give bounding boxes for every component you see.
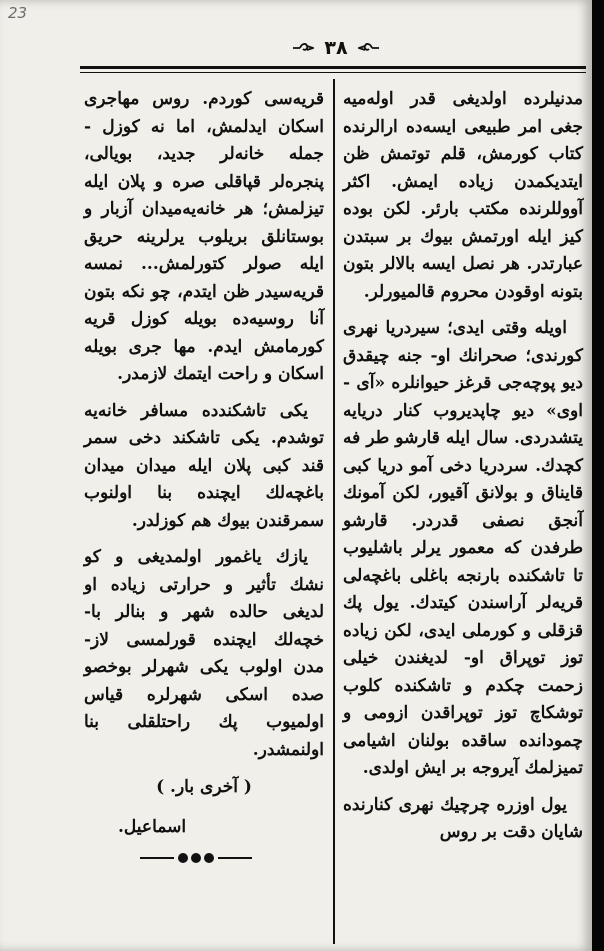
paragraph: اویله وقتی ایدی؛ سیردریا نهری کورندی؛ صحرانك او- جنه چیقدق دیو پوچەجی قرغز حیوانلره «آی - اوی» دیو چاپدیروب کنار دریایه یتشدردی. سال ایله قارشو طر فه کچدك. سردریا دخی آمو دریا کبی قایناق و بولانق آقیور، لکن آمونك آنجق نصفی قدردر. قارشو طرفدن که معمور یرلر باشلیوب تا تاشکنده بارنجه باغلی باغچەلی قریەلر آراسندن کیتدك. یول پك قزقلی و کورملی ایدی، لکن زیاده توز توپراق او- لدیغندن خیلی زحمت چکدم و تاشکنده کلوب توشکاچ توز توپراقدن ازومی و چمودانده ساقده بولنان اشیامی تمیزلمك آیروجه بر ایش اولدی. [343, 318, 583, 778]
paragraph: یازك یاغمور اولمدیغی و کو نشك تأثیر و حرارتی زیاده او لدیغی حالده شهر و بنالر با- خچەلك ایچنده قورلمسی لاز- مدن اولوب یکی شهرلر بوخصو صده اسکی شهرلره قیاس اولمیوب پك راحتلقلی بنا اولنمشدر. [84, 547, 324, 760]
page-number: ۳۸ [324, 37, 348, 59]
paragraph: یکی تاشکندده مسافر خانەیه توشدم. یکی تاشکند دخی سمر قند کبی پلان ایله میدان میدان باغچەلك ایچنده بنا اولنوب سمرقندن بیوك هم کوزلدر. [84, 400, 324, 531]
scan-dark-edge [592, 0, 604, 951]
paragraph: مدنیلرده اولدیغی قدر اولەمیه جغی امر طبیعی ایسەده ارالرنده کتاب کورمش، قلم توتمش ظن ایتدیکمدن زیاده ایمش. اکثر آووللرنده مکتب بارئر. لکن بوده کیز ایله اورتمش بیوك بر سبتدن عبارتدر. هر نصل ایسه بالالر بتون بتونه اوقودن محروم قالمیورلر. [343, 89, 583, 302]
to-be-continued-label: ( آخری بار. ) [156, 777, 252, 797]
right-column [343, 86, 583, 856]
paragraph: یول اوزره چرچیك نهری کنارنده شایان دقت بر روس [343, 794, 583, 842]
author-signature: اسماعیل. [118, 816, 187, 837]
paragraph: قریەسی کوردم. روس مهاجری اسکان ایدلمش، اما نه کوزل - جمله خانەلر جدید، بویالی، پنجرەلر قپاقلی صره و پلان ایله تیزلمش؛ هر خانەیەمیدان آزبار و بوستانلق بریلوب یرلرینه حریق ایله صولر کتورلمش... نمسه قریەسیدر ظن ایتدم، چو نکه بتون آنا روسیەده بویله کوزل قریه کورمامش ایدم. مها جری بویله اسکان و راحت ایتمك لازمدر. [84, 89, 324, 384]
column-divider [333, 79, 335, 944]
left-column [84, 86, 324, 841]
header-rule-top [80, 66, 586, 69]
pencil-page-note: 23 [8, 4, 28, 22]
end-ornament-icon [140, 850, 252, 866]
page-header [286, 38, 386, 58]
flourish-left-icon [292, 41, 314, 55]
flourish-right-icon [358, 41, 380, 55]
header-rule-bottom [80, 72, 586, 73]
